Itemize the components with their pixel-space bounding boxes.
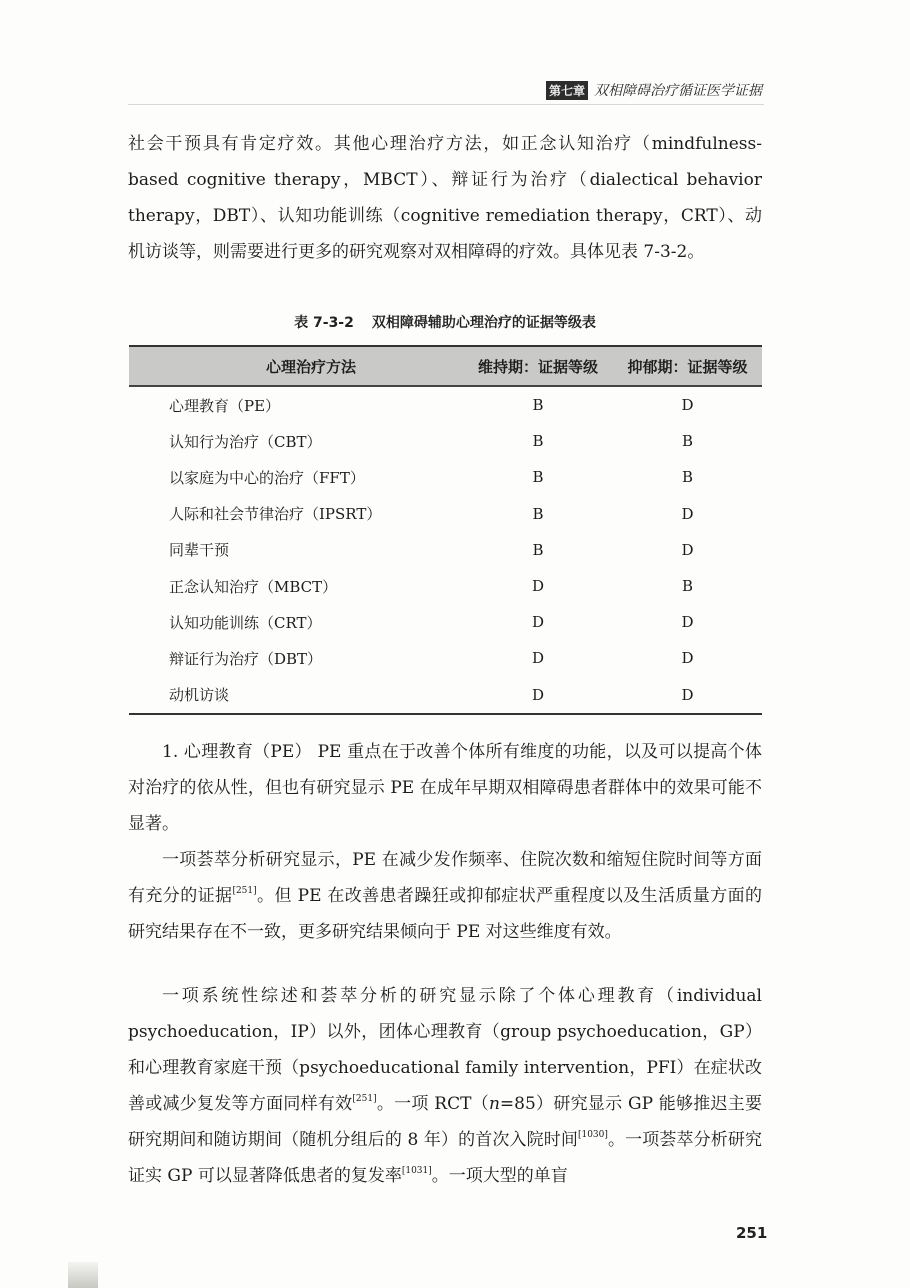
table-row xyxy=(129,496,762,532)
evidence-table xyxy=(129,345,762,715)
paragraph-2-text: 。但 PE 在改善患者躁狂或抑郁症状严重程度以及生活质量方面的研究结果存在不一致，更多研究结果倾向于 PE 对这些维度有效。 xyxy=(128,886,763,942)
cell-maintenance: D xyxy=(531,685,545,704)
citation: [251] xyxy=(352,1094,377,1104)
paragraph-3 xyxy=(128,978,762,1194)
paragraph-2-text: 一项荟萃分析研究显示，PE 在减少发作频率、住院次数和缩短住院时间等方面有充分的证据 xyxy=(128,850,762,906)
paragraph-3-text: =85）研究显示 GP 能够推迟主要研究期间和随访期间（随机分组后的 8 年）的首次入院时间 xyxy=(128,1094,763,1150)
table-row xyxy=(129,387,762,423)
table-row xyxy=(129,532,762,568)
cell-depression: D xyxy=(681,504,694,523)
table-caption-title: 双相障碍辅助心理治疗的证据等级表 xyxy=(371,315,596,331)
cell-maintenance: B xyxy=(532,468,544,487)
cell-maintenance: D xyxy=(531,613,545,632)
cell-method: 认知行为治疗（CBT） xyxy=(169,432,322,451)
table-row xyxy=(129,568,762,604)
section-1-text: PE 重点在于改善个体所有维度的功能，以及可以提高个体对治疗的依从性，但也有研究显示 PE 在成年早期双相障碍患者群体中的效果可能不显著。 xyxy=(128,742,762,834)
table-row xyxy=(129,604,762,640)
header-maintenance: 维持期：证据等级 xyxy=(477,357,598,376)
citation: [251] xyxy=(232,886,257,896)
section-1-paragraph xyxy=(128,734,762,842)
paragraph-3-text: 。一项荟萃分析研究证实 GP 可以显著降低患者的复发率 xyxy=(128,1130,762,1186)
running-head xyxy=(546,80,762,100)
section-1-heading: 1. 心理教育（PE） xyxy=(162,742,312,762)
cell-maintenance: B xyxy=(532,540,544,559)
cell-depression: B xyxy=(681,577,694,596)
cell-method: 以家庭为中心的治疗（FFT） xyxy=(169,468,365,487)
cell-method: 认知功能训练（CRT） xyxy=(169,613,322,632)
table-caption-number: 表 7-3-2 xyxy=(294,315,354,331)
cell-method: 心理教育（PE） xyxy=(169,396,281,415)
cell-depression: D xyxy=(681,649,694,668)
cell-depression: D xyxy=(681,396,694,415)
cell-maintenance: D xyxy=(531,649,545,668)
chapter-badge: 第七章 xyxy=(546,81,588,100)
paragraph-3-text: 一项系统性综述和荟萃分析的研究显示除了个体心理教育（individual psychoeducation，IP）以外，团体心理教育（group psychoeducation，GP）和心理教育家庭干预（psychoeducational family intervention，PFI）在症状改善或减少复发等方面同样有效 xyxy=(128,986,762,1114)
paragraph-2 xyxy=(128,842,762,950)
cell-depression: B xyxy=(681,432,694,451)
cell-depression: B xyxy=(681,468,694,487)
table-caption xyxy=(128,312,762,332)
scan-shadow xyxy=(68,1262,98,1288)
intro-paragraph: 社会干预具有肯定疗效。其他心理治疗方法，如正念认知治疗（mindfulness-based cognitive therapy，MBCT）、辩证行为治疗（dialectical behavior therapy，DBT）、认知功能训练（cognitive remediation therapy，CRT）、动机访谈等，则需要进行更多的研究观察对双相障碍的疗效。具体见表 7-3-2。 xyxy=(128,134,762,262)
cell-method: 同辈干预 xyxy=(169,541,230,560)
paragraph-3-text: 。一项 RCT（ xyxy=(376,1094,489,1114)
sample-size-variable: n xyxy=(488,1094,500,1114)
table-header-row xyxy=(129,347,762,387)
page-number: 251 xyxy=(736,1224,768,1242)
cell-method: 人际和社会节律治疗（IPSRT） xyxy=(169,505,382,524)
table-row xyxy=(129,640,762,676)
citation: [1031] xyxy=(401,1166,432,1176)
table-row xyxy=(129,423,762,459)
running-head-title: 双相障碍治疗循证医学证据 xyxy=(594,83,762,99)
cell-maintenance: B xyxy=(532,504,544,523)
table-row xyxy=(129,459,762,495)
table-row xyxy=(129,677,762,713)
cell-method: 动机访谈 xyxy=(169,686,230,705)
header-depression: 抑郁期：证据等级 xyxy=(627,357,748,376)
cell-maintenance: B xyxy=(532,396,544,415)
citation: [1030] xyxy=(577,1130,608,1140)
header-method: 心理治疗方法 xyxy=(265,357,356,376)
cell-method: 正念认知治疗（MBCT） xyxy=(169,577,338,596)
cell-maintenance: D xyxy=(531,577,545,596)
cell-depression: D xyxy=(681,685,694,704)
header-rule xyxy=(128,104,764,105)
cell-depression: D xyxy=(681,540,694,559)
paragraph-3-text: 。一项大型的单盲 xyxy=(431,1166,568,1186)
cell-depression: D xyxy=(681,613,694,632)
cell-method: 辩证行为治疗（DBT） xyxy=(169,649,323,668)
cell-maintenance: B xyxy=(532,432,544,451)
